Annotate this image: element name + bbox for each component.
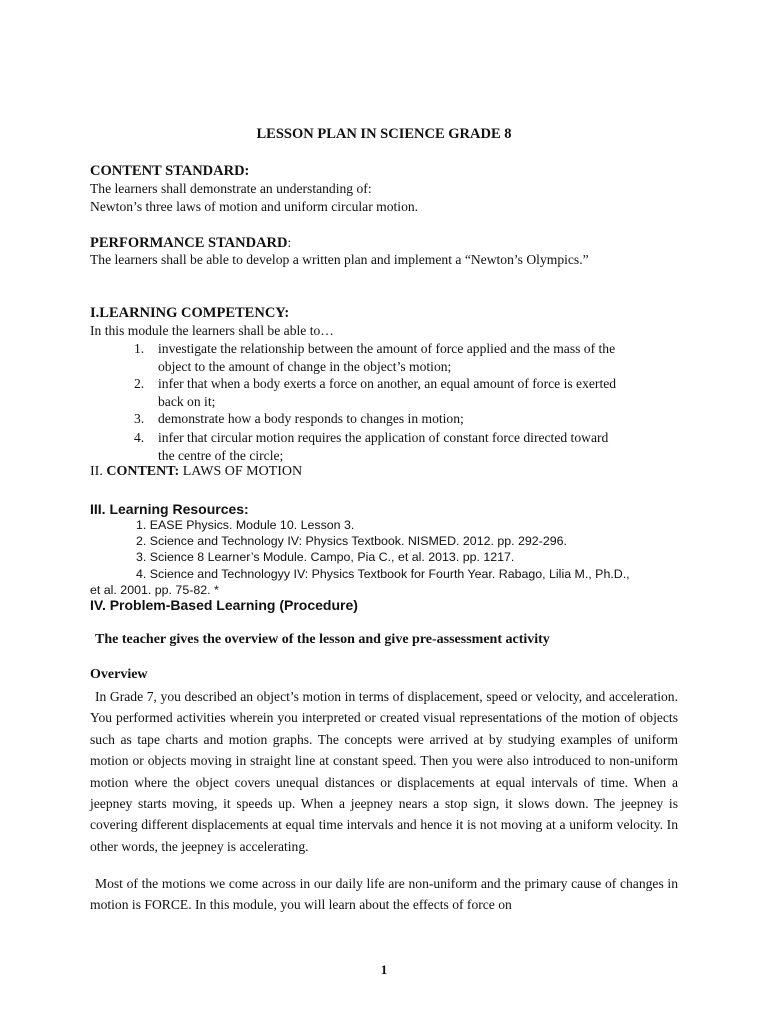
list-item-continuation: the centre of the circle; <box>158 448 284 463</box>
list-item: investigate the relationship between the amount of force applied and the mass of the <box>158 341 616 356</box>
list-item: infer that circular motion requires the application of constant force directed toward <box>158 430 609 445</box>
list-item: demonstrate how a body responds to changes in motion; <box>158 411 464 426</box>
content-standard-line-2: Newton’s three laws of motion and uniform circular motion. <box>90 199 419 214</box>
procedure-heading: IV. Problem-Based Learning (Procedure) <box>90 597 358 613</box>
performance-standard-line-1: The learners shall be able to develop a written plan and implement a “Newton’s Olympics.” <box>90 252 589 267</box>
list-item-continuation: object to the amount of change in the object’s motion; <box>158 359 452 374</box>
resource-item: 3. Science 8 Learner’s Module. Campo, Pia C., et al. 2013. pp. 1217. <box>136 550 515 564</box>
content-standard-line-1: The learners shall demonstrate an understanding of: <box>90 181 372 196</box>
list-item-number: 3. <box>134 411 145 426</box>
learning-competency-heading: I.LEARNING COMPETENCY: <box>90 305 290 321</box>
content-line <box>90 464 302 480</box>
content-prefix: II. <box>90 464 107 479</box>
content-standard-heading: CONTENT STANDARD: <box>90 163 250 179</box>
learning-resources-heading: III. Learning Resources: <box>90 501 249 517</box>
performance-standard-colon: : <box>287 235 292 250</box>
list-item-number: 2. <box>134 376 145 391</box>
performance-standard-heading-row <box>90 234 291 252</box>
list-item-number: 4. <box>134 430 145 445</box>
overview-heading: Overview <box>90 667 148 682</box>
content-label: CONTENT: <box>106 464 180 479</box>
list-item: infer that when a body exerts a force on another, an equal amount of force is exerted <box>158 376 617 391</box>
list-item-number: 1. <box>134 341 145 356</box>
overview-paragraph-1: In Grade 7, you described an object’s motion in terms of displacement, speed or velocity, and acceleration. You performed activities wherein you interpreted or created visual representations of the motion of objects such as tape charts and motion graphs. The concepts were arrived at by studying examples of uniform motion or objects moving in straight line at constant speed. Then you were also introduced to non-uniform motion where the object covers unequal distances or displacements at equal intervals of time. When a jeepney starts moving, it speeds up. When a jeepney nears a stop sign, it slows down. The jeepney is covering different displacements at equal time intervals and hence it is not moving at a uniform velocity. In other words, the jeepney is accelerating. <box>90 689 678 854</box>
resource-item: 2. Science and Technology IV: Physics Textbook. NISMED. 2012. pp. 292-296. <box>136 534 567 548</box>
list-item-continuation: back on it; <box>158 394 216 409</box>
content-value: LAWS OF MOTION <box>179 464 303 479</box>
resource-item: 1. EASE Physics. Module 10. Lesson 3. <box>136 518 355 532</box>
overview-paragraph-2: Most of the motions we come across in our daily life are non-uniform and the primary cause of changes in motion is FORCE. In this module, you will learn about the effects of force on <box>90 876 678 913</box>
page-number: 1 <box>380 962 388 977</box>
learning-competency-intro: In this module the learners shall be able to… <box>90 323 334 338</box>
teacher-note: The teacher gives the overview of the lesson and give pre-assessment activity <box>95 632 550 647</box>
performance-standard-heading: PERFORMANCE STANDARD <box>90 235 288 251</box>
resource-item: 4. Science and Technologyy IV: Physics Textbook for Fourth Year. Rabago, Lilia M., Ph.D., <box>136 567 630 581</box>
page-title: LESSON PLAN IN SCIENCE GRADE 8 <box>256 126 512 142</box>
resource-item-continuation: et al. 2001. pp. 75-82. * <box>90 583 219 597</box>
